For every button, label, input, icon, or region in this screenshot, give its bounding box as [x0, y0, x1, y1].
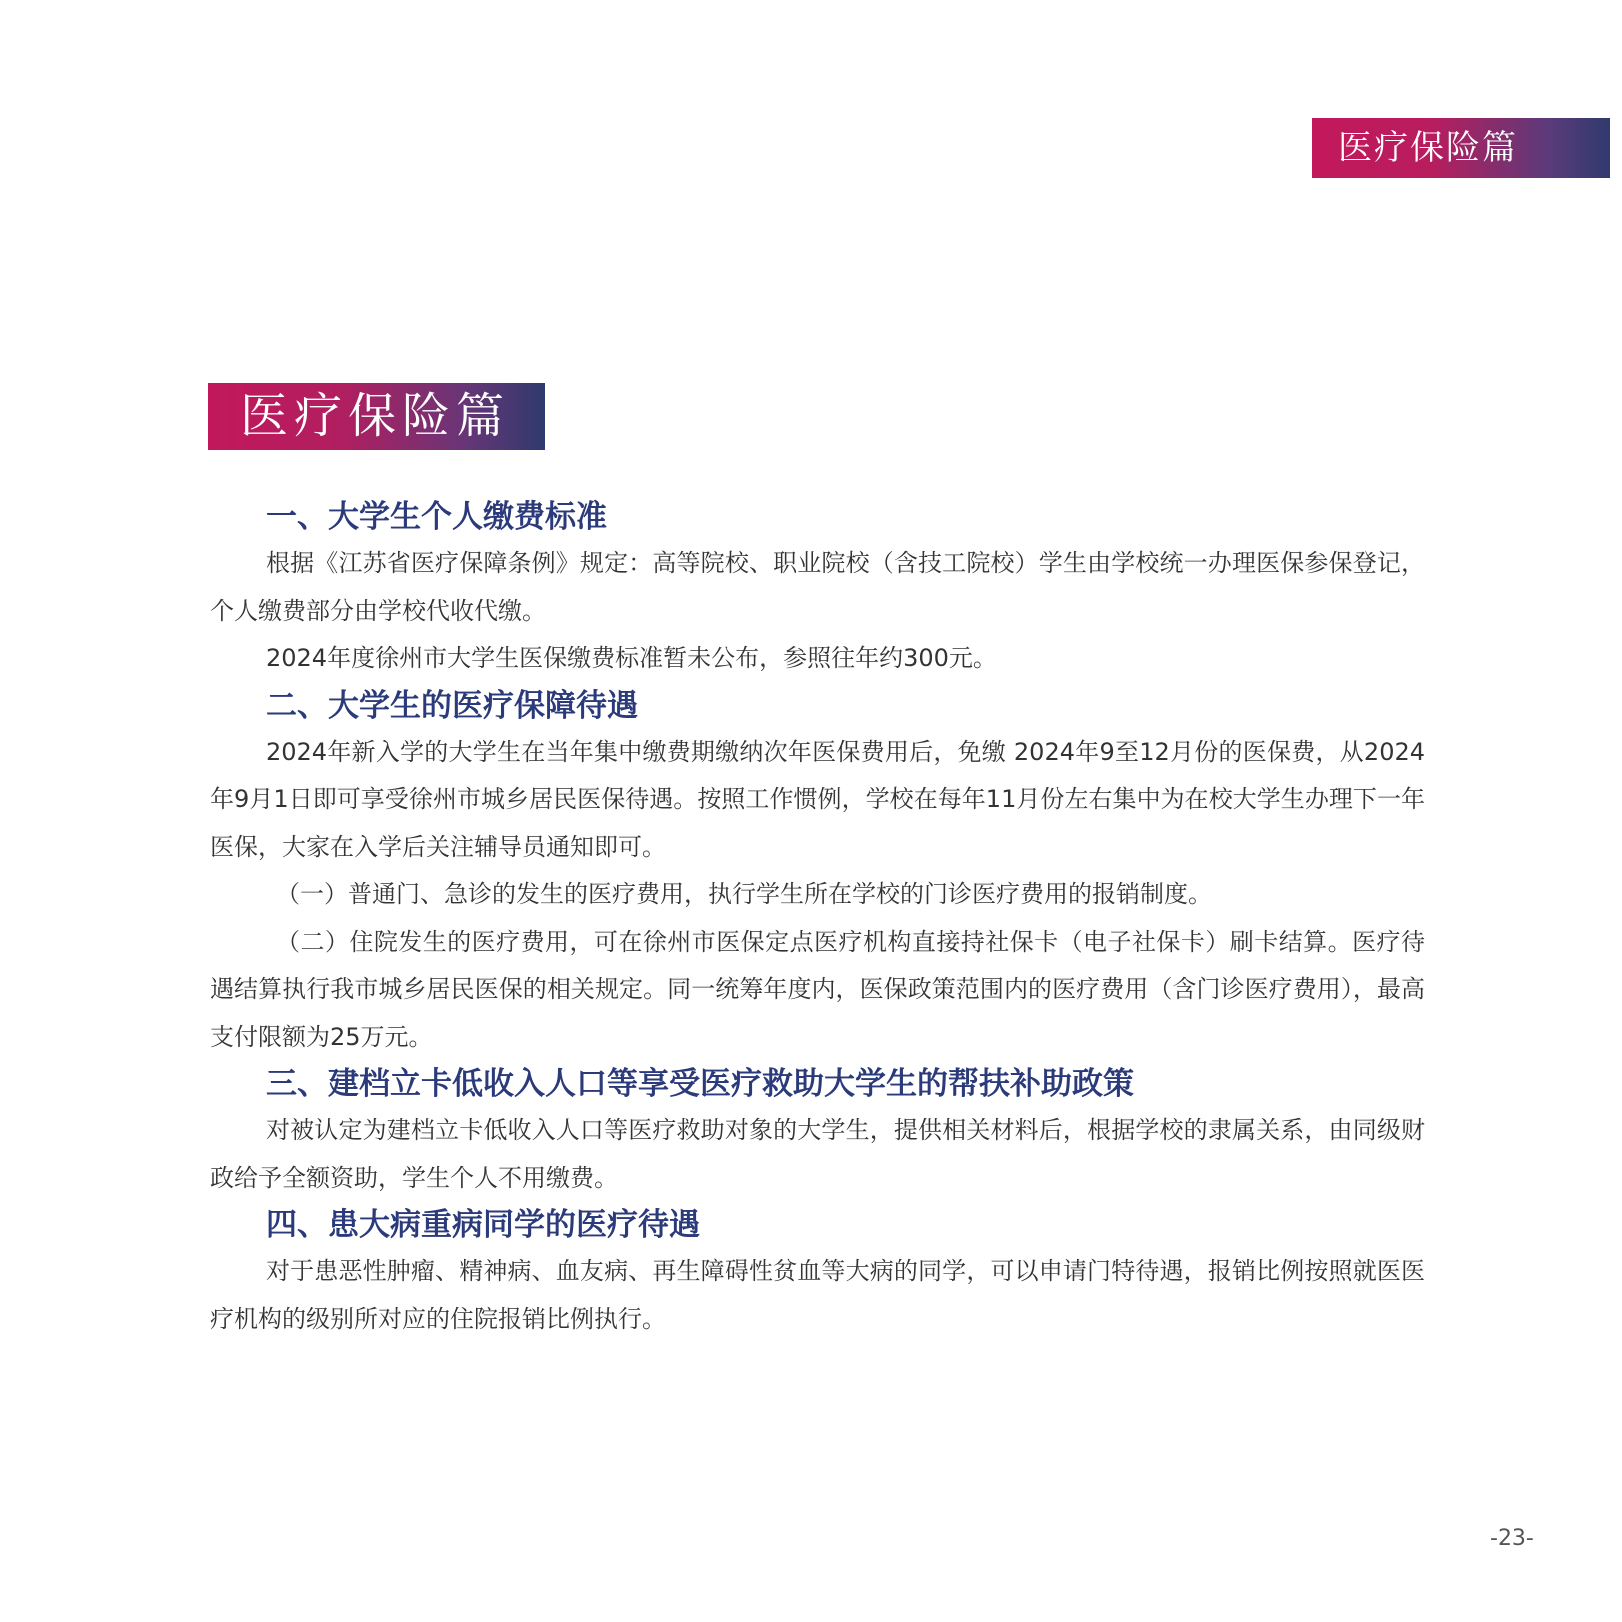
section-2-paragraph-2: （一）普通门、急诊的发生的医疗费用，执行学生所在学校的门诊医疗费用的报销制度。	[276, 880, 1212, 908]
page-number: -23-	[1490, 1526, 1534, 1551]
section-2-paragraph-3: （二）住院发生的医疗费用，可在徐州市医保定点医疗机构直接持社保卡（电子社保卡）刷卡结算。医疗待遇结算执行我市城乡居民医保的相关规定。同一统筹年度内，医保政策范围内的医疗费用（含门诊医疗费用），最高支付限额为25万元。	[210, 927, 1425, 1051]
section-1-paragraph-2: 2024年度徐州市大学生医保缴费标准暂未公布，参照往年约300元。	[266, 644, 997, 672]
section-heading-4: 四、患大病重病同学的医疗待遇	[266, 1207, 700, 1243]
section-heading-2: 二、大学生的医疗保障待遇	[266, 687, 638, 724]
section-4-paragraph-1: 对于患恶性肿瘤、精神病、血友病、再生障碍性贫血等大病的同学，可以申请门特待遇，报销比例按照就医医疗机构的级别所对应的住院报销比例执行。	[210, 1257, 1425, 1333]
section-tab: 医疗保险篇	[1312, 118, 1610, 178]
section-heading-1: 一、大学生个人缴费标准	[266, 499, 607, 535]
section-2-paragraph-1: 2024年新入学的大学生在当年集中缴费期缴纳次年医保费用后，免缴 2024年9至12月份的医保费，从2024年9月1日即可享受徐州市城乡居民医保待遇。按照工作惯例，学校在每年11月份左右集中为在校大学生办理下一年医保，大家在入学后关注辅导员通知即可。	[210, 737, 1425, 861]
section-1-paragraph-1: 根据《江苏省医疗保障条例》规定：高等院校、职业院校（含技工院校）学生由学校统一办理医保参保登记，个人缴费部分由学校代收代缴。	[210, 549, 1425, 625]
document-body	[210, 494, 1425, 1343]
section-3-paragraph-1: 对被认定为建档立卡低收入人口等医疗救助对象的大学生，提供相关材料后，根据学校的隶属关系，由同级财政给予全额资助，学生个人不用缴费。	[210, 1116, 1425, 1192]
section-heading-3: 三、建档立卡低收入人口等享受医疗救助大学生的帮扶补助政策	[266, 1066, 1134, 1102]
chapter-title: 医疗保险篇	[208, 383, 545, 450]
